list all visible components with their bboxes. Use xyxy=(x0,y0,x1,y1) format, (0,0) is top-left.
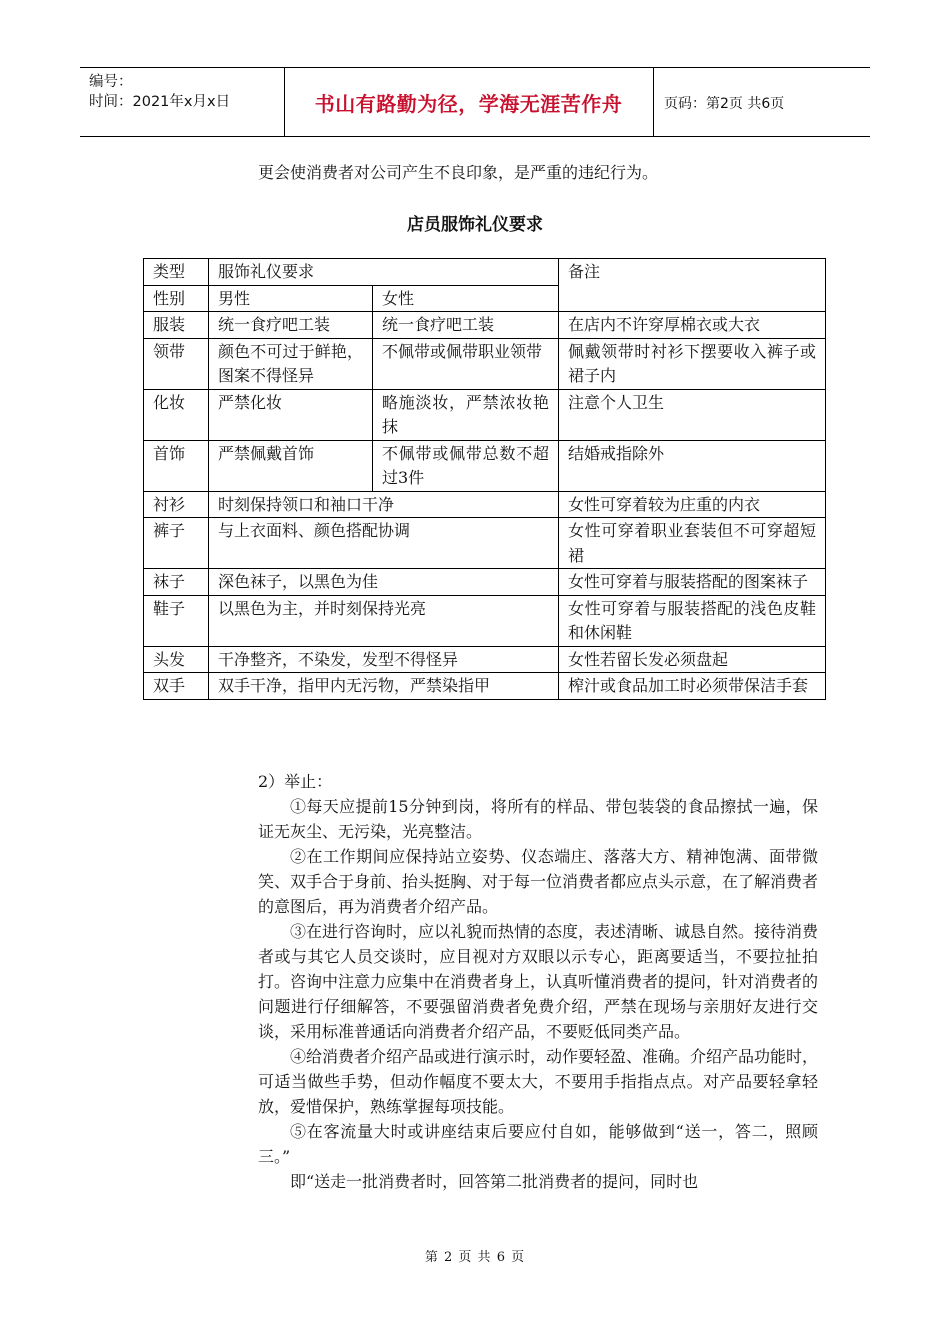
table-header-row xyxy=(144,259,826,286)
page-header xyxy=(80,67,870,137)
cell-type: 头发 xyxy=(144,646,209,673)
cell-type: 化妆 xyxy=(144,389,209,440)
header-cell-male: 男性 xyxy=(209,285,373,312)
cell-note: 女性可穿着与服装搭配的浅色皮鞋和休闲鞋 xyxy=(559,595,826,646)
cell-type: 双手 xyxy=(144,673,209,700)
cell-note: 女性若留长发必须盘起 xyxy=(559,646,826,673)
cell-type: 首饰 xyxy=(144,440,209,491)
table-row xyxy=(144,569,826,596)
cell-male: 颜色不可过于鲜艳，图案不得怪异 xyxy=(209,338,373,389)
cell-male: 严禁化妆 xyxy=(209,389,373,440)
cell-female: 略施淡妆，严禁浓妆艳抹 xyxy=(373,389,559,440)
header-cell-type: 类型 xyxy=(144,259,209,286)
paragraph: ②在工作期间应保持站立姿势、仪态端庄、落落大方、精神饱满、面带微笑、双手合于身前、抬头挺胸、对于每一位消费者都应点头示意，在了解消费者的意图后，再为消费者介绍产品。 xyxy=(258,847,819,916)
table-row xyxy=(144,673,826,700)
cell-type: 袜子 xyxy=(144,569,209,596)
cell-female: 不佩带或佩带总数不超过3件 xyxy=(373,440,559,491)
header-motto: 书山有路勤为径，学海无涯苦作舟 xyxy=(314,92,623,116)
header-divider xyxy=(653,68,654,136)
cell-requirement: 双手干净，指甲内无污物，严禁染指甲 xyxy=(209,673,559,700)
date-line: 时间：2021年x月x日 xyxy=(89,94,231,110)
header-meta xyxy=(89,72,230,112)
table-row xyxy=(144,595,826,646)
cell-type: 服装 xyxy=(144,312,209,339)
cell-note: 女性可穿着职业套装但不可穿超短裙 xyxy=(559,518,826,569)
header-cell-note: 备注 xyxy=(559,259,826,312)
cell-female: 统一食疗吧工装 xyxy=(373,312,559,339)
header-cell-requirement: 服饰礼仪要求 xyxy=(209,259,559,286)
cell-note: 女性可穿着与服装搭配的图案袜子 xyxy=(559,569,826,596)
table-row xyxy=(144,491,826,518)
section-heading: 2）举止： xyxy=(258,772,333,791)
table-row xyxy=(144,646,826,673)
cell-requirement: 时刻保持领口和袖口干净 xyxy=(209,491,559,518)
cell-note: 榨汁或食品加工时必须带保洁手套 xyxy=(559,673,826,700)
cell-requirement: 深色袜子，以黑色为佳 xyxy=(209,569,559,596)
cell-type: 裤子 xyxy=(144,518,209,569)
cell-male: 统一食疗吧工装 xyxy=(209,312,373,339)
paragraph: ③在进行咨询时，应以礼貌而热情的态度，表述清晰、诚恳自然。接待消费者或与其它人员交谈时，应目视对方双眼以示专心，距离要适当，不要拉扯拍打。咨询中注意力应集中在消费者身上，认真听懂消费者的提问，针对消费者的问题进行仔细解答，不要强留消费者免费介绍，严禁在现场与亲朋好友进行交谈，采用标准普通话向消费者介绍产品，不要贬低同类产品。 xyxy=(258,922,819,1041)
cell-note: 佩戴领带时衬衫下摆要收入裤子或裙子内 xyxy=(559,338,826,389)
paragraph: 即“送走一批消费者时，回答第二批消费者的提问，同时也 xyxy=(290,1172,699,1191)
header-page-code: 页码：第2页 共6页 xyxy=(664,96,785,112)
cell-requirement: 干净整齐，不染发，发型不得怪异 xyxy=(209,646,559,673)
page-footer: 第 2 页 共 6 页 xyxy=(424,1250,526,1265)
table-row xyxy=(144,312,826,339)
cell-male: 严禁佩戴首饰 xyxy=(209,440,373,491)
header-cell-sex: 性别 xyxy=(144,285,209,312)
table-row xyxy=(144,518,826,569)
table-title: 店员服饰礼仪要求 xyxy=(407,215,543,235)
paragraph: ⑤在客流量大时或讲座结束后要应付自如，能够做到“送一，答二，照顾三。” xyxy=(258,1122,818,1166)
header-cell-female: 女性 xyxy=(373,285,559,312)
conduct-section xyxy=(258,769,818,1194)
cell-note: 结婚戒指除外 xyxy=(559,440,826,491)
cell-type: 领带 xyxy=(144,338,209,389)
cell-note: 女性可穿着较为庄重的内衣 xyxy=(559,491,826,518)
cell-note: 注意个人卫生 xyxy=(559,389,826,440)
cell-type: 衬衫 xyxy=(144,491,209,518)
cell-type: 鞋子 xyxy=(144,595,209,646)
etiquette-table xyxy=(143,258,826,700)
cell-requirement: 与上衣面料、颜色搭配协调 xyxy=(209,518,559,569)
lead-sentence: 更会使消费者对公司产生不良印象，是严重的违纪行为。 xyxy=(258,163,659,182)
table-row xyxy=(144,440,826,491)
table-row xyxy=(144,338,826,389)
table-row xyxy=(144,389,826,440)
serial-label: 编号： xyxy=(89,74,133,90)
cell-note: 在店内不许穿厚棉衣或大衣 xyxy=(559,312,826,339)
cell-requirement: 以黑色为主，并时刻保持光亮 xyxy=(209,595,559,646)
paragraph: ①每天应提前15分钟到岗，将所有的样品、带包装袋的食品擦拭一遍，保证无灰尘、无污染，光亮整洁。 xyxy=(258,797,818,841)
cell-female: 不佩带或佩带职业领带 xyxy=(373,338,559,389)
paragraph: ④给消费者介绍产品或进行演示时，动作要轻盈、准确。介绍产品功能时，可适当做些手势，但动作幅度不要太大，不要用手指指点点。对产品要轻拿轻放，爱惜保护，熟练掌握每项技能。 xyxy=(258,1047,819,1116)
